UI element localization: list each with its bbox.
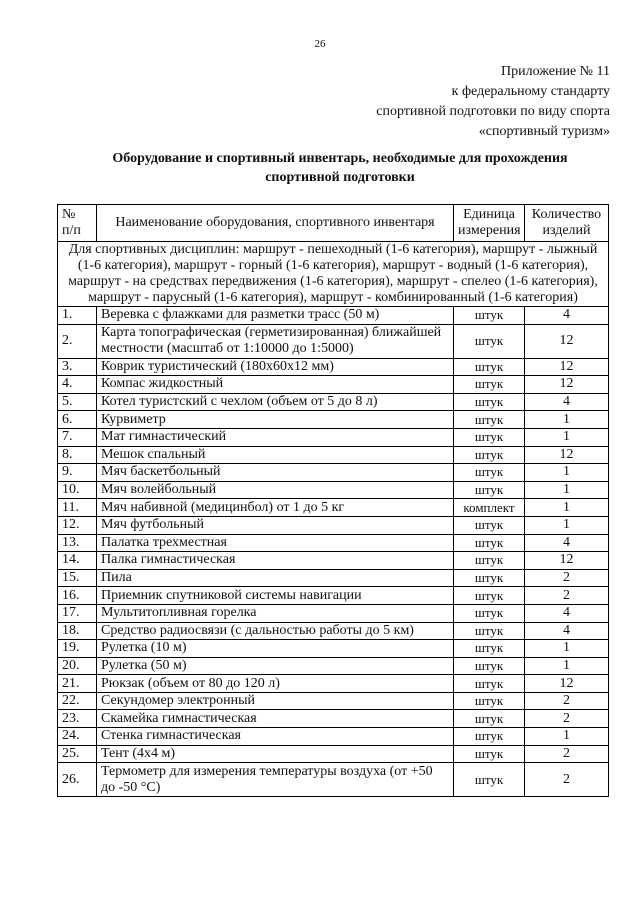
header-name: Наименование оборудования, спортивного инвентаря (97, 205, 454, 242)
row-unit: штук (454, 464, 525, 482)
row-number: 8. (58, 446, 97, 464)
row-name: Стенка гимнастическая (97, 728, 454, 746)
row-unit: штук (454, 446, 525, 464)
row-name: Тент (4х4 м) (97, 745, 454, 763)
row-quantity: 1 (525, 481, 609, 499)
appendix-line: Приложение № 11 (501, 64, 610, 79)
row-name: Коврик туристический (180х60х12 мм) (97, 358, 454, 376)
table-row (58, 446, 609, 464)
table-row (58, 376, 609, 394)
row-unit: штук (454, 376, 525, 394)
row-number: 16. (58, 587, 97, 605)
table-row (58, 464, 609, 482)
table-row (58, 763, 609, 797)
row-quantity: 12 (525, 675, 609, 693)
row-name: Палатка трехместная (97, 534, 454, 552)
row-unit: штук (454, 324, 525, 358)
row-quantity: 4 (525, 534, 609, 552)
row-unit: штук (454, 640, 525, 658)
row-quantity: 1 (525, 728, 609, 746)
row-name: Мяч набивной (медицинбол) от 1 до 5 кг (97, 499, 454, 517)
row-name: Котел туристский с чехлом (объем от 5 до 8 л) (97, 393, 454, 411)
row-number: 18. (58, 622, 97, 640)
row-quantity: 1 (525, 516, 609, 534)
row-number: 11. (58, 499, 97, 517)
table-row (58, 324, 609, 358)
row-quantity: 1 (525, 464, 609, 482)
inventory-table (57, 204, 609, 797)
row-number: 3. (58, 358, 97, 376)
row-quantity: 1 (525, 411, 609, 429)
row-name: Рулетка (50 м) (97, 657, 454, 675)
table-row (58, 640, 609, 658)
table-row (58, 604, 609, 622)
appendix-line: к федеральному стандарту (451, 84, 610, 99)
row-quantity: 2 (525, 710, 609, 728)
title-line: спортивной подготовки (265, 170, 415, 185)
row-quantity: 12 (525, 552, 609, 570)
row-quantity: 4 (525, 604, 609, 622)
table-row (58, 358, 609, 376)
row-unit: штук (454, 745, 525, 763)
table-row (58, 569, 609, 587)
row-number: 9. (58, 464, 97, 482)
row-number: 21. (58, 675, 97, 693)
row-quantity: 12 (525, 376, 609, 394)
header-quantity: Количество изделий (525, 205, 609, 242)
row-name: Скамейка гимнастическая (97, 710, 454, 728)
row-unit: штук (454, 692, 525, 710)
row-quantity: 2 (525, 763, 609, 797)
row-unit: штук (454, 587, 525, 605)
table-row (58, 516, 609, 534)
title-line: Оборудование и спортивный инвентарь, необходимые для прохождения (112, 151, 568, 166)
row-number: 15. (58, 569, 97, 587)
row-name: Курвиметр (97, 411, 454, 429)
document-title (60, 149, 620, 187)
row-number: 10. (58, 481, 97, 499)
table-row (58, 728, 609, 746)
row-number: 19. (58, 640, 97, 658)
row-unit: штук (454, 675, 525, 693)
row-unit: штук (454, 657, 525, 675)
table-header-row (58, 205, 609, 242)
page-number: 26 (314, 38, 326, 50)
row-unit: штук (454, 534, 525, 552)
row-name: Мяч баскетбольный (97, 464, 454, 482)
row-unit: штук (454, 307, 525, 325)
row-name: Средство радиосвязи (с дальностью работы до 5 км) (97, 622, 454, 640)
row-number: 4. (58, 376, 97, 394)
row-quantity: 2 (525, 569, 609, 587)
row-number: 12. (58, 516, 97, 534)
table-row (58, 428, 609, 446)
row-unit: штук (454, 481, 525, 499)
row-unit: штук (454, 358, 525, 376)
row-number: 14. (58, 552, 97, 570)
row-number: 23. (58, 710, 97, 728)
row-name: Мешок спальный (97, 446, 454, 464)
row-name: Палка гимнастическая (97, 552, 454, 570)
row-unit: штук (454, 516, 525, 534)
row-unit: штук (454, 411, 525, 429)
row-number: 1. (58, 307, 97, 325)
table-row (58, 622, 609, 640)
row-quantity: 2 (525, 745, 609, 763)
appendix-header (290, 62, 610, 142)
row-number: 7. (58, 428, 97, 446)
row-number: 5. (58, 393, 97, 411)
row-name: Секундомер электронный (97, 692, 454, 710)
row-quantity: 4 (525, 307, 609, 325)
row-name: Веревка с флажками для разметки трасс (50 м) (97, 307, 454, 325)
table-row (58, 499, 609, 517)
row-quantity: 12 (525, 358, 609, 376)
disciplines-text: Для спортивных дисциплин: маршрут - пешеходный (1-6 категория), маршрут - лыжный (1-6 категория), маршрут - горный (1-6 категория), маршрут - водный (1-6 категория), маршрут - на средствах передвижения (1-6 категория), маршрут - спелео (1-6 категория), маршрут - парусный (1-6 категория), маршрут - комбинированный (1-6 категория) (58, 242, 609, 307)
table-row (58, 481, 609, 499)
row-quantity: 1 (525, 499, 609, 517)
table-row (58, 587, 609, 605)
row-quantity: 1 (525, 657, 609, 675)
row-name: Мяч волейбольный (97, 481, 454, 499)
table-row (58, 745, 609, 763)
row-unit: штук (454, 552, 525, 570)
row-name: Карта топографическая (герметизированная) ближайшей местности (масштаб от 1:10000 до 1:5000) (97, 324, 454, 358)
appendix-line: спортивной подготовки по виду спорта (376, 104, 610, 119)
header-number: № п/п (58, 205, 97, 242)
row-name: Пила (97, 569, 454, 587)
table-row (58, 675, 609, 693)
row-number: 6. (58, 411, 97, 429)
row-quantity: 2 (525, 692, 609, 710)
row-number: 24. (58, 728, 97, 746)
row-unit: штук (454, 393, 525, 411)
row-unit: штук (454, 604, 525, 622)
table-row (58, 411, 609, 429)
row-quantity: 12 (525, 324, 609, 358)
table-row (58, 657, 609, 675)
row-unit: комплект (454, 499, 525, 517)
row-number: 25. (58, 745, 97, 763)
row-quantity: 12 (525, 446, 609, 464)
row-number: 13. (58, 534, 97, 552)
row-name: Рулетка (10 м) (97, 640, 454, 658)
table-row (58, 307, 609, 325)
row-name: Рюкзак (объем от 80 до 120 л) (97, 675, 454, 693)
row-unit: штук (454, 710, 525, 728)
row-number: 20. (58, 657, 97, 675)
row-unit: штук (454, 763, 525, 797)
row-name: Мат гимнастический (97, 428, 454, 446)
row-quantity: 4 (525, 393, 609, 411)
row-name: Мультитопливная горелка (97, 604, 454, 622)
table-row (58, 552, 609, 570)
row-name: Термометр для измерения температуры воздуха (от +50 до -50 °С) (97, 763, 454, 797)
row-unit: штук (454, 428, 525, 446)
row-number: 2. (58, 324, 97, 358)
table-row (58, 692, 609, 710)
table-row (58, 534, 609, 552)
header-unit: Единица измерения (454, 205, 525, 242)
row-quantity: 2 (525, 587, 609, 605)
row-unit: штук (454, 622, 525, 640)
row-name: Приемник спутниковой системы навигации (97, 587, 454, 605)
table-row (58, 393, 609, 411)
disciplines-row (58, 242, 609, 307)
row-name: Компас жидкостный (97, 376, 454, 394)
row-quantity: 1 (525, 428, 609, 446)
row-quantity: 1 (525, 640, 609, 658)
row-unit: штук (454, 569, 525, 587)
row-number: 26. (58, 763, 97, 797)
appendix-line: «спортивный туризм» (478, 124, 610, 139)
row-name: Мяч футбольный (97, 516, 454, 534)
table-row (58, 710, 609, 728)
row-unit: штук (454, 728, 525, 746)
row-number: 17. (58, 604, 97, 622)
row-number: 22. (58, 692, 97, 710)
row-quantity: 4 (525, 622, 609, 640)
